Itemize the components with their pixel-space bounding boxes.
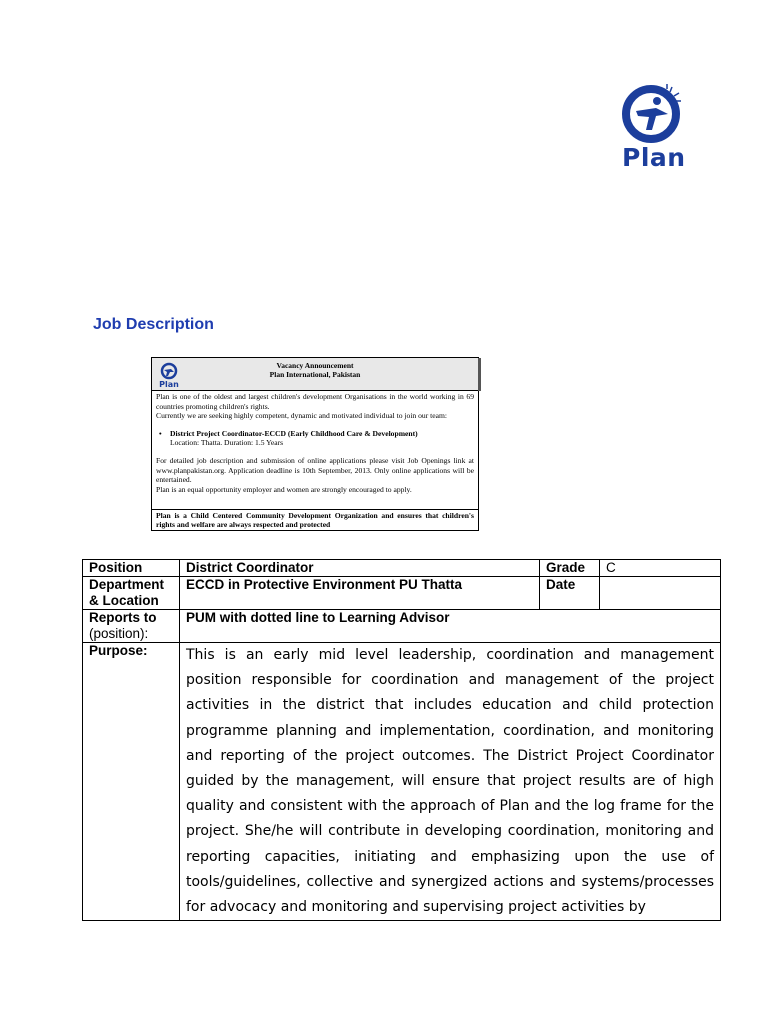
vacancy-intro-2: Currently we are seeking highly competent, dynamic and motivated individual to join our team: (156, 411, 448, 421)
department-label: Department & Location (83, 577, 180, 610)
page-title: Job Description (93, 316, 214, 333)
purpose-text: This is an early mid level leadership, coordination and management position responsible for coordination and management of the project activities in the district that includes education and child protection programme planning and implementation, coordination, and monitoring and reporting of the project outcomes. The District Project Coordinator guided by the management, will ensure that project results are of high quality and consistent with the approach of Plan and the log frame for the project. She/he will contribute in developing coordination, monitoring and reporting capacities, initiating and emphasizing upon the use of tools/guidelines, collective and synergized actions and systems/processes for advocacy and monitoring and supervising project activities by (180, 643, 721, 921)
date-label: Date (540, 577, 600, 610)
position-label: Position (83, 560, 180, 577)
grade-value: C (600, 560, 721, 577)
vacancy-header (152, 358, 478, 391)
reports-to-sub: (position): (89, 626, 149, 641)
position-value: District Coordinator (180, 560, 540, 577)
reports-to-cell (83, 610, 180, 643)
reports-to-value: PUM with dotted line to Learning Advisor (180, 610, 721, 643)
table-row (83, 643, 721, 921)
vacancy-org: Plan International, Pakistan (269, 370, 361, 379)
purpose-label: Purpose: (83, 643, 180, 921)
table-row (83, 577, 721, 610)
vacancy-apply: For detailed job description and submission of online applications please visit Job Openings link at www.planpakistan.org. Application deadline is 10th September, 2013. Only online applications will be entertained. (156, 455, 474, 485)
table-row (83, 610, 721, 643)
job-description-table (82, 559, 721, 921)
grade-label: Grade (540, 560, 600, 577)
department-value: ECCD in Protective Environment PU Thatta (180, 577, 540, 610)
vacancy-equal-opportunity: Plan is an equal opportunity employer and women are strongly encouraged to apply. (156, 484, 412, 494)
vacancy-intro: Plan is one of the oldest and largest children's development Organisations in the world working in 69 countries promoting children's rights. (156, 392, 474, 411)
vacancy-announcement (151, 357, 479, 531)
logo-wordmark: Plan (622, 143, 686, 172)
reports-to-label: Reports to (89, 610, 157, 625)
vacancy-title: Vacancy Announcement (276, 361, 354, 370)
vacancy-position: • District Project Coordinator-ECCD (Early Childhood Care & Development) (156, 429, 474, 439)
table-row (83, 560, 721, 577)
mini-logo-text: Plan (159, 380, 179, 388)
vacancy-location: Location: Thatta. Duration: 1.5 Years (170, 438, 284, 448)
vacancy-footer: Plan is a Child Centered Community Development Organization and ensures that children's rights and welfare are always respected and protected (152, 509, 478, 530)
date-value (600, 577, 721, 610)
